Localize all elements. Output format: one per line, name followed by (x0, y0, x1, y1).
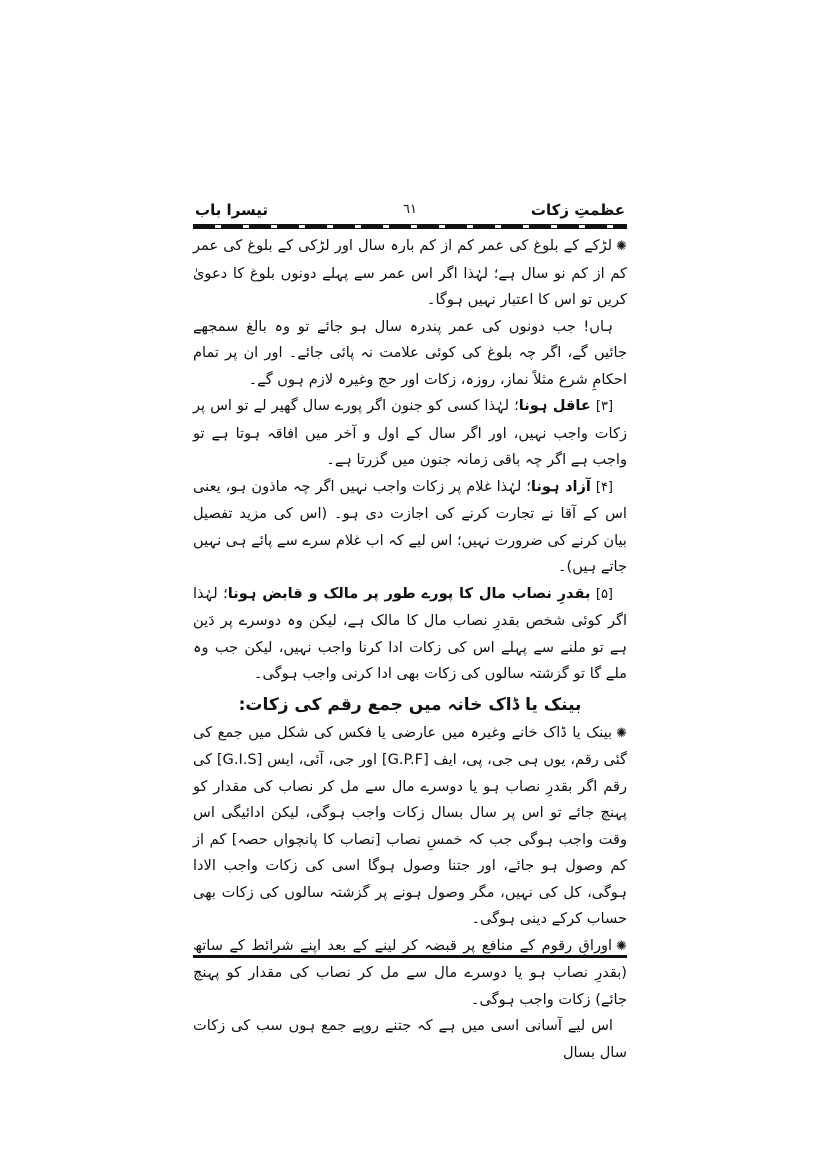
book-page (193, 198, 627, 1061)
paragraph-condition-3 (193, 393, 627, 474)
paragraph-condition-4 (193, 474, 627, 581)
condition-number: [۵] (595, 586, 613, 602)
paragraph-text: ؛ لہٰذا غلام پر زکات واجب نہیں اگر چہ ماذون ہو، یعنی اس کے آقا نے تجارت کرنے کی اجازت دی ہو۔ (اس کی مزید تفصیل بیان کرنے کی ضرورت نہیں؛ اس لیے کہ اب غلام سرے سے پائے ہی نہیں جاتے ہیں)۔ (193, 477, 627, 575)
condition-number: [۳] (595, 399, 614, 414)
section-heading: بینک یا ڈاک خانہ میں جمع رقم کی زکات: (238, 694, 582, 715)
page-body (193, 233, 627, 1066)
paragraph-text: بینک یا ڈاک خانے وغیرہ میں عارضی یا فکس کی شکل میں جمع کی گئی رقم، یوں ہی جی، پی، ایف [G.P.F] اور جی، آئی، ایس [G.I.S] کی رقم اگر بقدرِ نصاب ہو یا دوسرے مال سے مل کر نصاب کی مقدار کو پہنچ جائے تو اس پر سال بسال زکات واجب ہوگی، لیکن ادائیگی اس وقت واجب ہوگی جب کہ خمسِ نصاب [نصاب کا پانچواں حصہ] کم از کم وصول ہو جائے، اور جتنا وصول ہوگا اسی کی زکات واجب الادا ہوگی، کل کی نہیں، مگر وصول ہونے پر گزشتہ سالوں کی زکات بھی حساب کرکے دینی ہوگی۔ (193, 723, 627, 927)
bullet-icon: ✺ (616, 938, 627, 954)
paragraph-bank-deposits (193, 720, 627, 933)
paragraph-profits (193, 933, 627, 1014)
running-header (193, 198, 627, 222)
condition-number: [۴] (595, 479, 613, 495)
paragraph-text: اس لیے آسانی اسی میں ہے کہ جتنے روپے جمع ہوں سب کی زکات سال بسال (193, 1017, 627, 1061)
footer-rule (193, 955, 627, 958)
book-title: عظمتِ زکات (530, 201, 625, 219)
bullet-icon: ✺ (616, 725, 627, 741)
paragraph-puberty-age (193, 233, 627, 314)
paragraph-text: ؛ لہٰذا کسی کو جنون اگر پورے سال گھیر لے تو اس پر زکات واجب نہیں، اور اگر سال کے اول و آخر میں افاقہ ہوتا ہے تو واجب ہے اگر چہ باقی زمانہ جنون میں گزرتا ہے۔ (193, 397, 627, 468)
chapter-title: تیسرا باب (195, 201, 269, 219)
header-dashed-rule (193, 224, 627, 229)
condition-title: عاقل ہونا (518, 397, 591, 414)
condition-title: آزاد ہونا (530, 477, 591, 495)
bullet-icon: ✺ (616, 239, 627, 254)
paragraph-condition-5 (193, 581, 627, 688)
paragraph-text: ہاں! جب دونوں کی عمر پندرہ سال ہو جائے تو وہ بالغ سمجھے جائیں گے، اگر چہ بلوغ کی کوئی علامت نہ پائی جائے۔ اور ان پر تمام احکامِ شرع مثلاً نماز، روزہ، زکات اور حج وغیرہ لازم ہوں گے۔ (193, 317, 627, 388)
page-number: ٦١ (403, 202, 417, 217)
paragraph-ease (193, 1013, 627, 1066)
paragraph-text: لڑکے کے بلوغ کی عمر کم از کم بارہ سال اور لڑکی کے بلوغ کی عمر کم از کم نو سال ہے؛ لہٰذا اگر اس عمر سے پہلے دونوں بلوغ کا دعویٰ کریں تو اس کا اعتبار نہیں ہوگا۔ (193, 237, 627, 308)
paragraph-fifteen-years (193, 314, 627, 394)
paragraph-text: ؛ لہٰذا اگر کوئی شخص بقدرِ نصاب مال کا مالک ہے، لیکن وہ دوسرے پر دَین ہے تو ملنے سے پہلے اس کی زکات ادا کرنا واجب نہیں، لیکن جب وہ ملے گا تو گزشتہ سالوں کی زکات بھی ادا کرنی واجب ہوگی۔ (193, 584, 627, 682)
condition-title: بقدرِ نصاب مال کا پورے طور پر مالک و قابض ہونا (227, 584, 591, 602)
paragraph-text: اوراقِ رقوم کے منافع پر قبضہ کر لینے کے بعد اپنے شرائط کے ساتھ (بقدرِ نصاب ہو یا دوسرے مال سے مل کر نصاب کی مقدار کو پہنچ جائے) زکات واجب ہوگی۔ (193, 936, 627, 1008)
